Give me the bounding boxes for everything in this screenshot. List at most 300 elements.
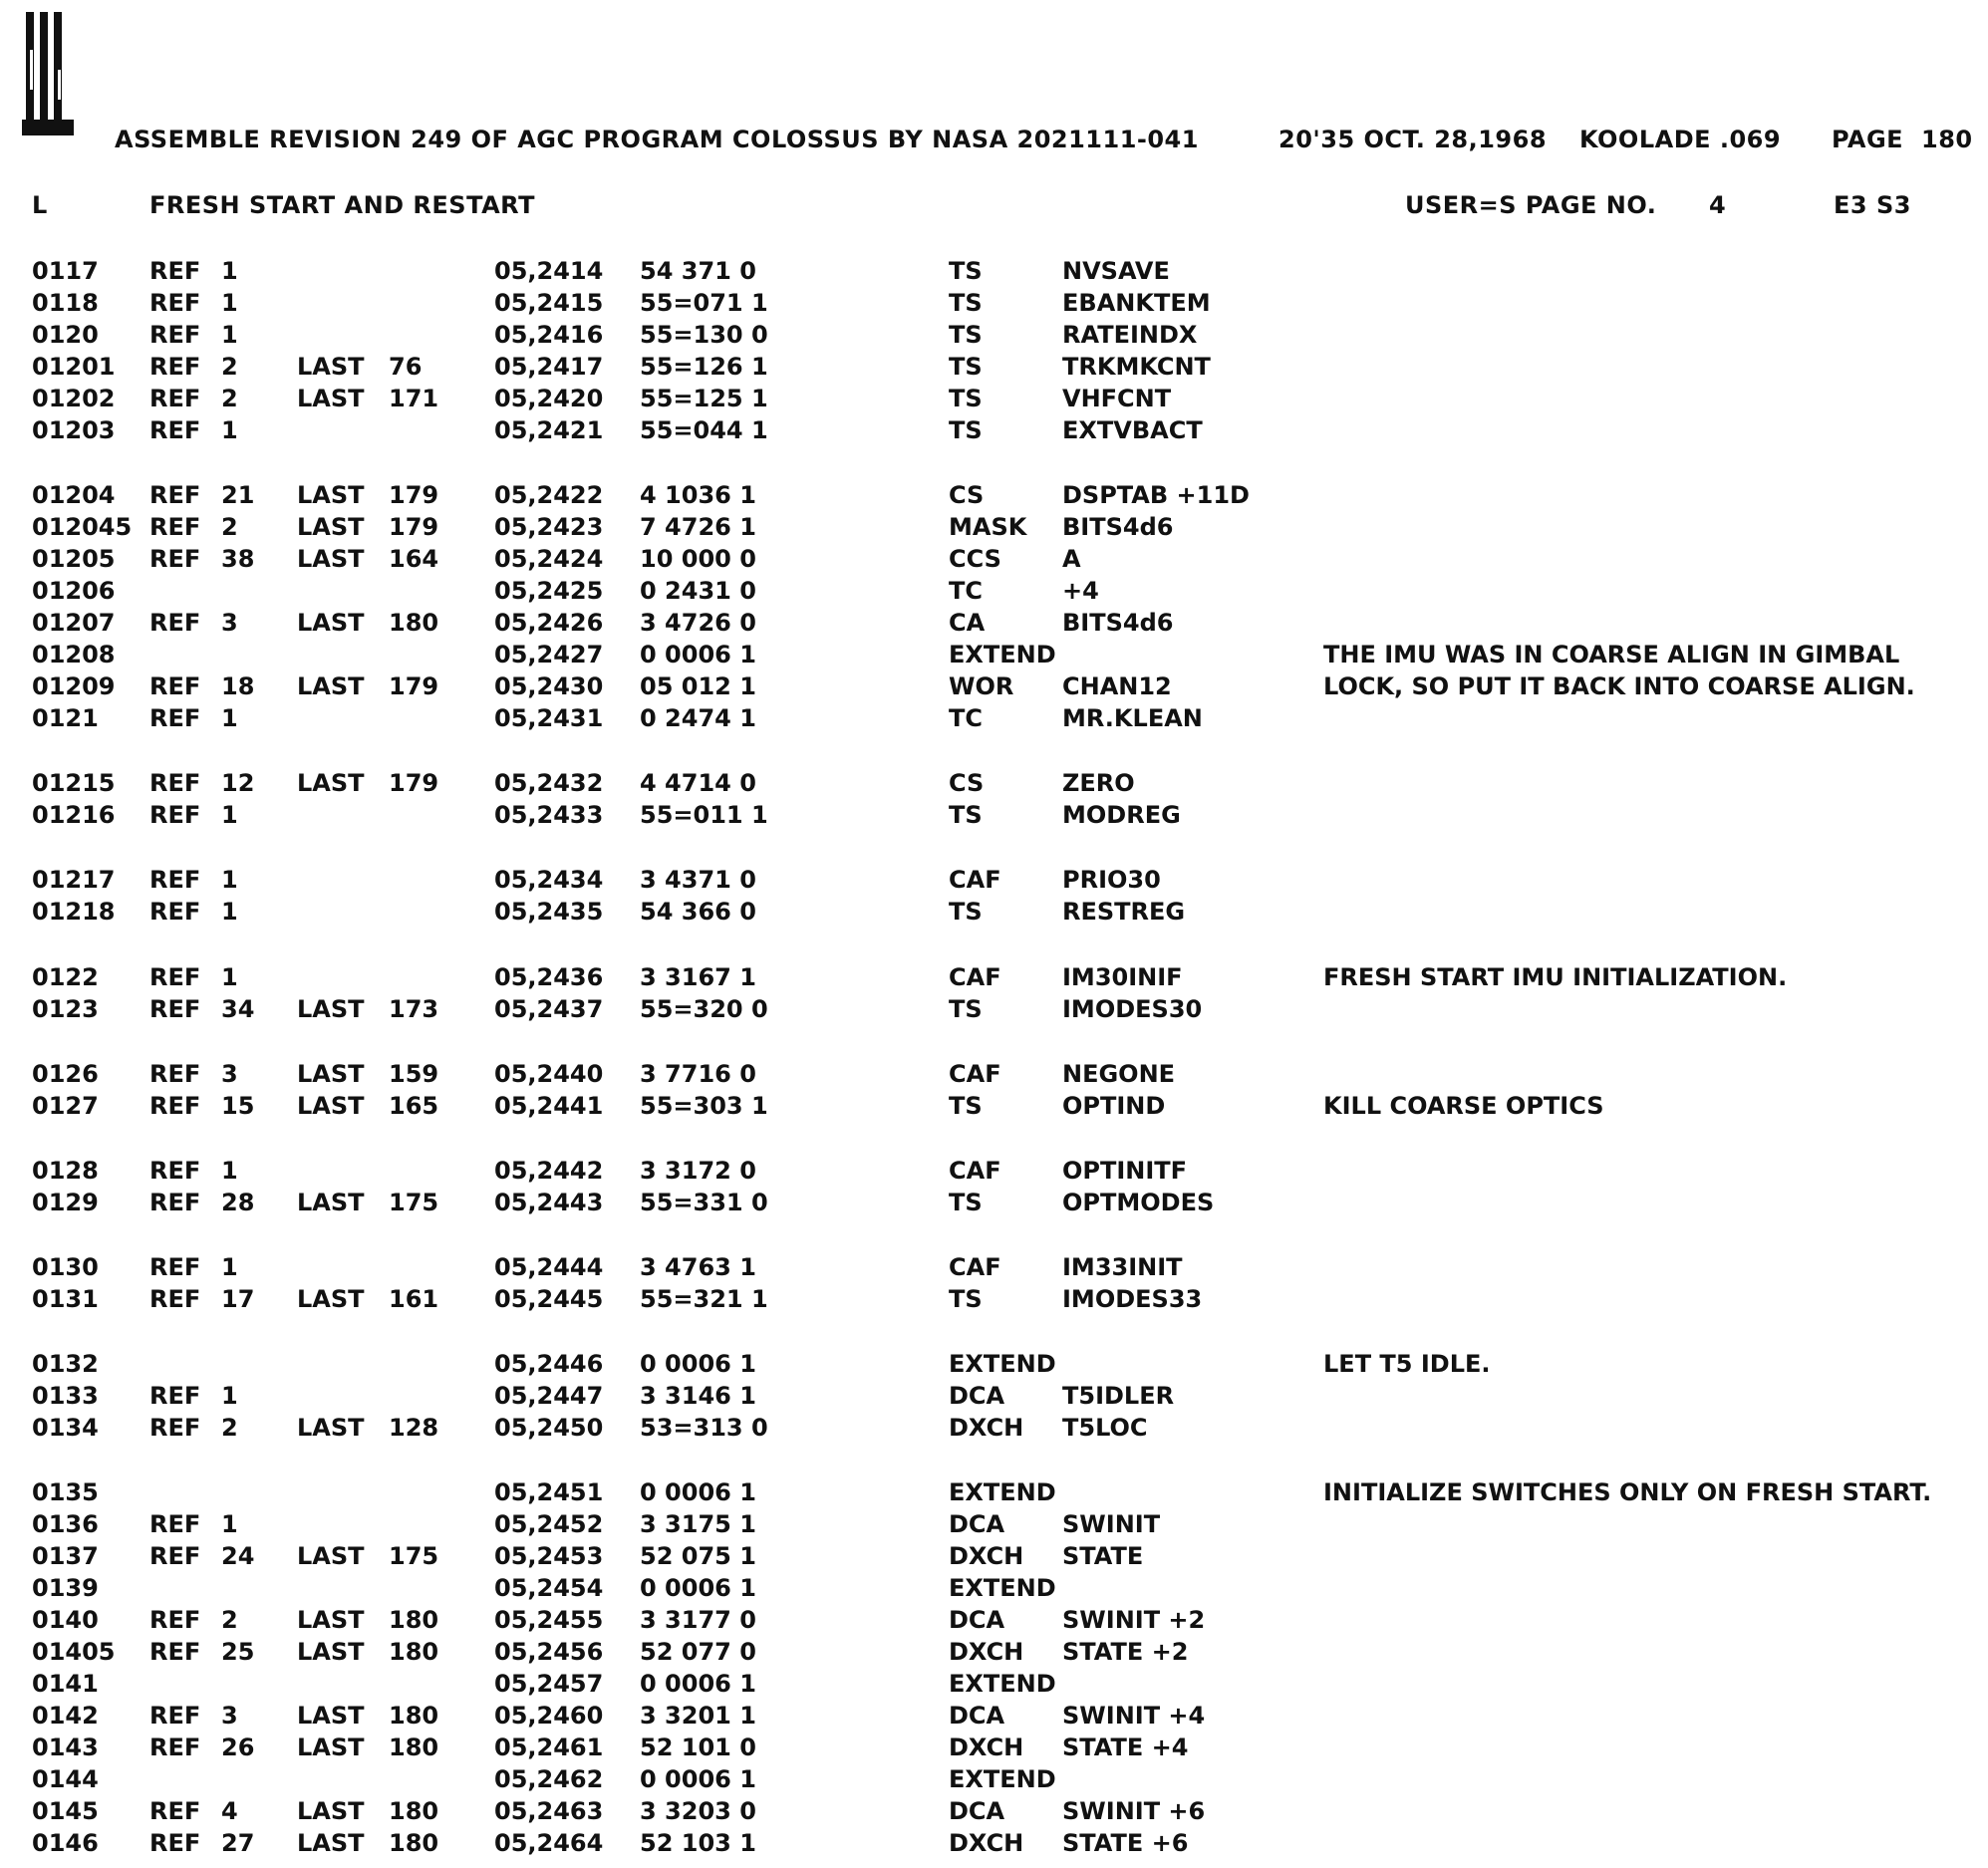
last-line: 173: [389, 995, 439, 1023]
last-line: 171: [389, 385, 439, 412]
sequence-number: 0134: [32, 1414, 99, 1442]
listing-row: [0, 1542, 1988, 1574]
sequence-number: 0140: [32, 1606, 99, 1634]
ref-marker: REF: [149, 545, 201, 573]
section-marker: L: [32, 191, 48, 219]
listing-row: [0, 1382, 1988, 1414]
opcode: TC: [949, 577, 983, 605]
listing-row: [0, 995, 1988, 1027]
last-line: 159: [389, 1060, 439, 1088]
ref-count: 18: [221, 672, 255, 700]
address: 05,2425: [494, 577, 604, 605]
sequence-number: 0126: [32, 1060, 99, 1088]
octal-code: 0 2431 0: [640, 577, 756, 605]
opcode: EXTEND: [949, 1765, 1056, 1793]
address: 05,2441: [494, 1092, 604, 1120]
address: 05,2423: [494, 513, 604, 541]
sequence-number: 0117: [32, 257, 99, 285]
last-label: LAST: [297, 1060, 365, 1088]
address: 05,2440: [494, 1060, 604, 1088]
operand: PRIO30: [1062, 866, 1161, 894]
last-line: 161: [389, 1285, 439, 1313]
ref-count: 1: [221, 1382, 238, 1410]
ref-marker: REF: [149, 321, 201, 349]
sequence-number: 0135: [32, 1478, 99, 1506]
operand: CHAN12: [1062, 672, 1172, 700]
listing-row: [0, 1478, 1988, 1510]
last-label: LAST: [297, 672, 365, 700]
ref-marker: REF: [149, 1638, 201, 1666]
operand: IMODES30: [1062, 995, 1203, 1023]
sequence-number: 0141: [32, 1670, 99, 1698]
ref-count: 1: [221, 704, 238, 732]
octal-code: 54 371 0: [640, 257, 756, 285]
address: 05,2454: [494, 1574, 604, 1602]
comment: KILL COARSE OPTICS: [1323, 1092, 1604, 1120]
address: 05,2420: [494, 385, 604, 412]
address: 05,2446: [494, 1350, 604, 1378]
sequence-number: 01207: [32, 609, 116, 637]
ref-count: 1: [221, 898, 238, 926]
opcode: WOR: [949, 672, 1014, 700]
opcode: TS: [949, 289, 983, 317]
octal-code: 54 366 0: [640, 898, 756, 926]
listing-row: [0, 1060, 1988, 1092]
address: 05,2463: [494, 1797, 604, 1825]
ref-count: 1: [221, 257, 238, 285]
listing-row: [0, 1157, 1988, 1189]
operand: T5LOC: [1062, 1414, 1148, 1442]
last-label: LAST: [297, 1542, 365, 1570]
last-label: LAST: [297, 1797, 365, 1825]
ref-count: 26: [221, 1734, 255, 1761]
ref-count: 21: [221, 481, 255, 509]
sequence-number: 0137: [32, 1542, 99, 1570]
user-page-number: 4: [1709, 191, 1727, 219]
ref-marker: REF: [149, 769, 201, 797]
last-label: LAST: [297, 995, 365, 1023]
ref-marker: REF: [149, 898, 201, 926]
operand: EBANKTEM: [1062, 289, 1211, 317]
comment: THE IMU WAS IN COARSE ALIGN IN GIMBAL: [1323, 641, 1900, 668]
ref-marker: REF: [149, 1797, 201, 1825]
listing-row: [0, 769, 1988, 801]
opcode: CAF: [949, 866, 1001, 894]
ref-marker: REF: [149, 1510, 201, 1538]
ref-count: 1: [221, 321, 238, 349]
octal-code: 55=320 0: [640, 995, 768, 1023]
address: 05,2422: [494, 481, 604, 509]
opcode: TS: [949, 898, 983, 926]
sequence-number: 01201: [32, 353, 116, 381]
opcode: EXTEND: [949, 1670, 1056, 1698]
opcode: DXCH: [949, 1542, 1024, 1570]
ref-count: 2: [221, 513, 238, 541]
operand: A: [1062, 545, 1081, 573]
opcode: CAF: [949, 1060, 1001, 1088]
ref-marker: REF: [149, 481, 201, 509]
sequence-number: 01206: [32, 577, 116, 605]
ref-count: 25: [221, 1638, 255, 1666]
ref-marker: REF: [149, 1382, 201, 1410]
ref-marker: REF: [149, 257, 201, 285]
address: 05,2431: [494, 704, 604, 732]
ref-marker: REF: [149, 995, 201, 1023]
last-line: 175: [389, 1542, 439, 1570]
octal-code: 55=044 1: [640, 416, 768, 444]
listing-row: [0, 801, 1988, 833]
listing-row: [0, 609, 1988, 641]
opcode: TS: [949, 353, 983, 381]
last-label: LAST: [297, 1606, 365, 1634]
ref-count: 1: [221, 963, 238, 991]
last-label: LAST: [297, 609, 365, 637]
operand: OPTIND: [1062, 1092, 1166, 1120]
opcode: EXTEND: [949, 1574, 1056, 1602]
listing-title: ASSEMBLE REVISION 249 OF AGC PROGRAM COLOSSUS BY NASA 2021111-041: [115, 126, 1199, 153]
ref-marker: REF: [149, 704, 201, 732]
last-label: LAST: [297, 769, 365, 797]
operand: IM33INIT: [1062, 1253, 1183, 1281]
sequence-number: 0146: [32, 1829, 99, 1857]
ref-marker: REF: [149, 385, 201, 412]
octal-code: 05 012 1: [640, 672, 756, 700]
opcode: TS: [949, 385, 983, 412]
opcode: TS: [949, 995, 983, 1023]
operand: RATEINDX: [1062, 321, 1198, 349]
ref-marker: REF: [149, 1285, 201, 1313]
address: 05,2444: [494, 1253, 604, 1281]
octal-code: 3 4371 0: [640, 866, 756, 894]
listing-row: [0, 1670, 1988, 1702]
ref-marker: REF: [149, 1092, 201, 1120]
ref-marker: REF: [149, 1157, 201, 1185]
listing-row: [0, 289, 1988, 321]
ref-count: 24: [221, 1542, 255, 1570]
ref-marker: REF: [149, 1606, 201, 1634]
listing-row: [0, 1414, 1988, 1446]
listing-row: [0, 866, 1988, 898]
opcode: DCA: [949, 1606, 1005, 1634]
sequence-number: 0142: [32, 1702, 99, 1730]
ref-marker: REF: [149, 513, 201, 541]
ref-marker: REF: [149, 289, 201, 317]
last-label: LAST: [297, 513, 365, 541]
listing-row: [0, 513, 1988, 545]
sequence-number: 01218: [32, 898, 116, 926]
sequence-number: 01209: [32, 672, 116, 700]
octal-code: 55=071 1: [640, 289, 768, 317]
comment: LET T5 IDLE.: [1323, 1350, 1491, 1378]
octal-code: 55=303 1: [640, 1092, 768, 1120]
last-label: LAST: [297, 481, 365, 509]
octal-code: 55=126 1: [640, 353, 768, 381]
opcode: DCA: [949, 1510, 1005, 1538]
ref-marker: REF: [149, 416, 201, 444]
sequence-number: 01208: [32, 641, 116, 668]
octal-code: 3 4726 0: [640, 609, 756, 637]
last-label: LAST: [297, 1734, 365, 1761]
opcode: CS: [949, 769, 985, 797]
opcode: TS: [949, 1189, 983, 1216]
operand: STATE +2: [1062, 1638, 1189, 1666]
listing-row: [0, 385, 1988, 416]
octal-code: 3 3177 0: [640, 1606, 756, 1634]
address: 05,2433: [494, 801, 604, 829]
sequence-number: 01217: [32, 866, 116, 894]
listing-row: [0, 257, 1988, 289]
last-line: 165: [389, 1092, 439, 1120]
sequence-number: 0123: [32, 995, 99, 1023]
ref-marker: REF: [149, 1189, 201, 1216]
page-label: PAGE: [1832, 126, 1904, 153]
listing-row: [0, 1702, 1988, 1734]
last-line: 179: [389, 513, 439, 541]
octal-code: 0 0006 1: [640, 641, 756, 668]
opcode: TS: [949, 416, 983, 444]
address: 05,2464: [494, 1829, 604, 1857]
last-label: LAST: [297, 385, 365, 412]
octal-code: 55=331 0: [640, 1189, 768, 1216]
address: 05,2427: [494, 641, 604, 668]
ref-count: 38: [221, 545, 255, 573]
ref-marker: REF: [149, 1829, 201, 1857]
operand: OPTMODES: [1062, 1189, 1215, 1216]
address: 05,2455: [494, 1606, 604, 1634]
koolade-version: KOOLADE .069: [1579, 126, 1782, 153]
last-line: 180: [389, 1797, 439, 1825]
ref-count: 2: [221, 1414, 238, 1442]
octal-code: 4 4714 0: [640, 769, 756, 797]
octal-code: 55=321 1: [640, 1285, 768, 1313]
opcode: DXCH: [949, 1638, 1024, 1666]
sequence-number: 01216: [32, 801, 116, 829]
address: 05,2442: [494, 1157, 604, 1185]
octal-code: 3 3203 0: [640, 1797, 756, 1825]
listing-row: [0, 1734, 1988, 1765]
operand: SWINIT +2: [1062, 1606, 1206, 1634]
octal-code: 10 000 0: [640, 545, 756, 573]
opcode: CCS: [949, 545, 1001, 573]
sequence-number: 0129: [32, 1189, 99, 1216]
last-label: LAST: [297, 1702, 365, 1730]
address: 05,2437: [494, 995, 604, 1023]
octal-code: 52 077 0: [640, 1638, 756, 1666]
sequence-number: 0121: [32, 704, 99, 732]
opcode: CAF: [949, 1253, 1001, 1281]
ref-marker: REF: [149, 963, 201, 991]
octal-code: 4 1036 1: [640, 481, 756, 509]
opcode: TS: [949, 1285, 983, 1313]
ref-count: 3: [221, 1060, 238, 1088]
listing-row: [0, 416, 1988, 448]
octal-code: 55=125 1: [640, 385, 768, 412]
operand: MR.KLEAN: [1062, 704, 1203, 732]
opcode: EXTEND: [949, 641, 1056, 668]
octal-code: 55=011 1: [640, 801, 768, 829]
listing-row: [0, 1829, 1988, 1861]
address: 05,2457: [494, 1670, 604, 1698]
opcode: DCA: [949, 1797, 1005, 1825]
listing-row: [0, 577, 1988, 609]
last-label: LAST: [297, 1829, 365, 1857]
address: 05,2445: [494, 1285, 604, 1313]
octal-code: 0 0006 1: [640, 1574, 756, 1602]
ref-count: 1: [221, 289, 238, 317]
ref-count: 1: [221, 1157, 238, 1185]
ref-marker: REF: [149, 866, 201, 894]
section-title: FRESH START AND RESTART: [149, 191, 535, 219]
octal-code: 52 101 0: [640, 1734, 756, 1761]
ref-count: 3: [221, 609, 238, 637]
opcode: DXCH: [949, 1414, 1024, 1442]
ref-marker: REF: [149, 1060, 201, 1088]
opcode: TC: [949, 704, 983, 732]
last-label: LAST: [297, 1285, 365, 1313]
opcode: CAF: [949, 1157, 1001, 1185]
ref-count: 3: [221, 1702, 238, 1730]
sequence-number: 0145: [32, 1797, 99, 1825]
address: 05,2434: [494, 866, 604, 894]
sequence-number: 0128: [32, 1157, 99, 1185]
ref-count: 2: [221, 385, 238, 412]
address: 05,2435: [494, 898, 604, 926]
section-codes: E3 S3: [1834, 191, 1911, 219]
comment: LOCK, SO PUT IT BACK INTO COARSE ALIGN.: [1323, 672, 1915, 700]
ref-count: 12: [221, 769, 255, 797]
operand: OPTINITF: [1062, 1157, 1188, 1185]
octal-code: 3 3167 1: [640, 963, 756, 991]
last-line: 180: [389, 1702, 439, 1730]
ref-count: 28: [221, 1189, 255, 1216]
operand: IM30INIF: [1062, 963, 1183, 991]
address: 05,2421: [494, 416, 604, 444]
opcode: TS: [949, 321, 983, 349]
address: 05,2432: [494, 769, 604, 797]
octal-code: 0 0006 1: [640, 1765, 756, 1793]
listing-row: [0, 353, 1988, 385]
octal-code: 55=130 0: [640, 321, 768, 349]
operand: NVSAVE: [1062, 257, 1170, 285]
last-label: LAST: [297, 1189, 365, 1216]
listing-row: [0, 1606, 1988, 1638]
opcode: EXTEND: [949, 1478, 1056, 1506]
octal-code: 0 2474 1: [640, 704, 756, 732]
operand: BITS4d6: [1062, 513, 1174, 541]
address: 05,2461: [494, 1734, 604, 1761]
listing-row: [0, 898, 1988, 930]
opcode: CAF: [949, 963, 1001, 991]
sequence-number: 01405: [32, 1638, 116, 1666]
sequence-number: 0120: [32, 321, 99, 349]
operand: IMODES33: [1062, 1285, 1203, 1313]
last-label: LAST: [297, 1414, 365, 1442]
sequence-number: 0143: [32, 1734, 99, 1761]
operand: SWINIT: [1062, 1510, 1161, 1538]
listing-datetime: 20'35 OCT. 28,1968: [1278, 126, 1548, 153]
ref-count: 15: [221, 1092, 255, 1120]
operand: EXTVBACT: [1062, 416, 1203, 444]
ref-marker: REF: [149, 353, 201, 381]
octal-code: 52 103 1: [640, 1829, 756, 1857]
operand: SWINIT +4: [1062, 1702, 1206, 1730]
sequence-number: 01215: [32, 769, 116, 797]
address: 05,2460: [494, 1702, 604, 1730]
ref-marker: REF: [149, 1253, 201, 1281]
ref-count: 34: [221, 995, 255, 1023]
octal-code: 0 0006 1: [640, 1670, 756, 1698]
opcode: DXCH: [949, 1734, 1024, 1761]
operand: DSPTAB +11D: [1062, 481, 1250, 509]
ref-marker: REF: [149, 1414, 201, 1442]
ref-count: 1: [221, 801, 238, 829]
opcode: MASK: [949, 513, 1027, 541]
address: 05,2443: [494, 1189, 604, 1216]
octal-code: 3 3201 1: [640, 1702, 756, 1730]
operand: +4: [1062, 577, 1099, 605]
sequence-number: 0130: [32, 1253, 99, 1281]
octal-code: 3 7716 0: [640, 1060, 756, 1088]
ref-marker: REF: [149, 1702, 201, 1730]
user-page-label: USER=S PAGE NO.: [1405, 191, 1657, 219]
sequence-number: 0132: [32, 1350, 99, 1378]
sequence-number: 012045: [32, 513, 133, 541]
comment: INITIALIZE SWITCHES ONLY ON FRESH START.: [1323, 1478, 1932, 1506]
operand: T5IDLER: [1062, 1382, 1175, 1410]
ref-count: 2: [221, 1606, 238, 1634]
address: 05,2456: [494, 1638, 604, 1666]
sequence-number: 01205: [32, 545, 116, 573]
address: 05,2416: [494, 321, 604, 349]
address: 05,2417: [494, 353, 604, 381]
opcode: DCA: [949, 1702, 1005, 1730]
ref-count: 17: [221, 1285, 255, 1313]
ref-marker: REF: [149, 672, 201, 700]
sequence-number: 0131: [32, 1285, 99, 1313]
address: 05,2452: [494, 1510, 604, 1538]
address: 05,2414: [494, 257, 604, 285]
sequence-number: 0118: [32, 289, 99, 317]
address: 05,2436: [494, 963, 604, 991]
printout-logo-icon: [20, 10, 78, 139]
last-label: LAST: [297, 353, 365, 381]
operand: VHFCNT: [1062, 385, 1172, 412]
last-label: LAST: [297, 545, 365, 573]
listing-row: [0, 641, 1988, 672]
last-label: LAST: [297, 1638, 365, 1666]
last-line: 128: [389, 1414, 439, 1442]
operand: TRKMKCNT: [1062, 353, 1211, 381]
address: 05,2451: [494, 1478, 604, 1506]
ref-count: 2: [221, 353, 238, 381]
last-line: 179: [389, 769, 439, 797]
sequence-number: 01204: [32, 481, 116, 509]
opcode: TS: [949, 257, 983, 285]
opcode: CA: [949, 609, 986, 637]
listing-row: [0, 672, 1988, 704]
last-line: 180: [389, 1606, 439, 1634]
address: 05,2462: [494, 1765, 604, 1793]
operand: STATE: [1062, 1542, 1144, 1570]
listing-row: [0, 704, 1988, 736]
opcode: TS: [949, 1092, 983, 1120]
ref-count: 1: [221, 1253, 238, 1281]
listing-row: [0, 1574, 1988, 1606]
sequence-number: 0139: [32, 1574, 99, 1602]
octal-code: 0 0006 1: [640, 1478, 756, 1506]
address: 05,2424: [494, 545, 604, 573]
sequence-number: 0144: [32, 1765, 99, 1793]
